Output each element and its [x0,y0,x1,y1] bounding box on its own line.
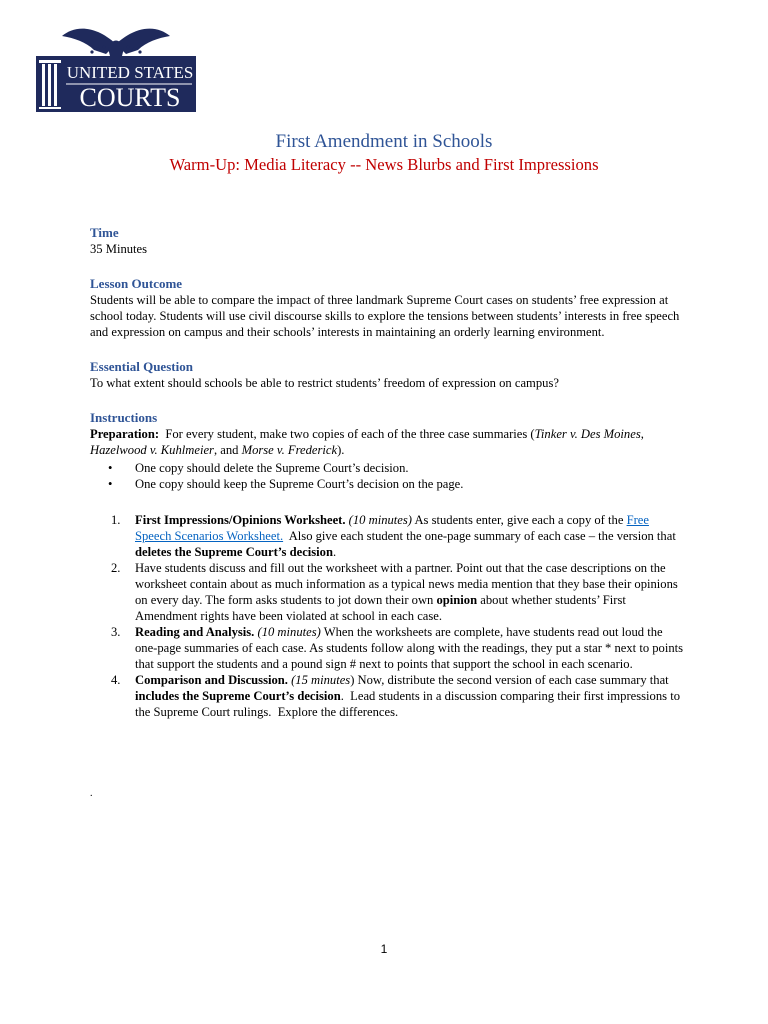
step-3 [111,624,687,672]
outcome-body: Students will be able to compare the impact of three landmark Supreme Court cases on students’ free expression at school today. Students will use civil discourse skills to explore the tensions between students’ interests in free speech and expression on campus and their schools’ interests in maintaining an orderly learning environment. [90,293,680,339]
step-title: Comparison and Discussion. [135,673,288,687]
step-4 [111,672,686,720]
free-speech-worksheet-link[interactable]: Free Speech Scenarios Worksheet. [135,513,649,543]
preparation-paragraph [90,426,686,458]
time-body: 35 Minutes [90,242,148,256]
step-emphasis: opinion [436,593,478,607]
section-time [90,224,686,257]
step-text: . Lead students in a discussion comparing their first impressions to the Supreme Court rulings. Explore the differences. [135,689,684,719]
step-duration: (15 minutes [291,673,351,687]
step-number: 2. [111,561,121,575]
section-instructions [90,409,686,720]
step-1 [111,512,686,560]
case-hazelwood: Hazelwood v. Kuhlmeier [90,443,214,457]
step-emphasis: deletes the Supreme Court’s decision [135,545,333,559]
list-item: • One copy should delete the Supreme Court’s decision. [108,460,686,476]
step-text: Have students discuss and fill out the worksheet with a partner. Point out that the case descriptions on the worksheet contain about as much information as a typical news media mention that they base their opinions on every day. The form asks students to jot down their own [135,561,681,607]
step-number: 3. [111,625,121,639]
instruction-steps [90,512,686,720]
page-number: 1 [380,942,388,956]
logo-line1: UNITED STATES [66,63,194,82]
step-text: ) Now, distribute the second version of each case summary that [350,673,672,687]
question-heading: Essential Question [90,359,193,374]
sep: , and [213,443,242,457]
page-subtitle: Warm-Up: Media Literacy -- News Blurbs and First Impressions [169,155,599,174]
logo-line2: COURTS [79,83,181,112]
preparation-label: Preparation: [90,427,160,441]
us-courts-logo [34,24,198,114]
step-duration: (10 minutes) [348,513,412,527]
sep: , [640,427,648,441]
step-number: 4. [111,673,121,687]
instructions-heading: Instructions [90,410,158,425]
preparation-end: ). [337,443,345,457]
outcome-heading: Lesson Outcome [90,276,183,291]
step-title: Reading and Analysis. [135,625,255,639]
section-essential-question [90,358,686,391]
copy-bullets [90,460,686,492]
case-tinker: Tinker v. Des Moines [534,427,641,441]
page-title: First Amendment in Schools [275,131,493,152]
step-emphasis: includes the Supreme Court’s decision [135,689,341,703]
step-2 [111,560,686,624]
section-lesson-outcome [90,275,686,340]
preparation-text: For every student, make two copies of each of the three case summaries ( [159,427,535,441]
question-body: To what extent should schools be able to restrict students’ freedom of expression on campus? [90,376,559,390]
case-morse: Morse v. Frederick [241,443,338,457]
step-title: First Impressions/Opinions Worksheet. [135,513,346,527]
list-item: • One copy should keep the Supreme Court’s decision on the page. [108,476,686,492]
step-text: . [332,545,337,559]
trailing-dot: . [90,788,93,799]
document-body [90,224,686,720]
step-text: When the worksheets are complete, have students read out loud the one-page summaries of each case. As students follow along with the readings, they put a star * next to points that support the students and a pound sign # next to points that support the school in each scenario. [135,625,687,671]
step-text: Also give each student the one-page summary of each case – the version that [283,529,679,543]
eagle-logo-icon [34,24,198,114]
step-duration: (10 minutes) [257,625,321,639]
step-text: As students enter, give each a copy of the [411,513,627,527]
step-text: about whether students’ First Amendment rights have been violated at school in each case. [135,593,629,623]
step-number: 1. [111,513,121,527]
time-heading: Time [90,225,119,240]
